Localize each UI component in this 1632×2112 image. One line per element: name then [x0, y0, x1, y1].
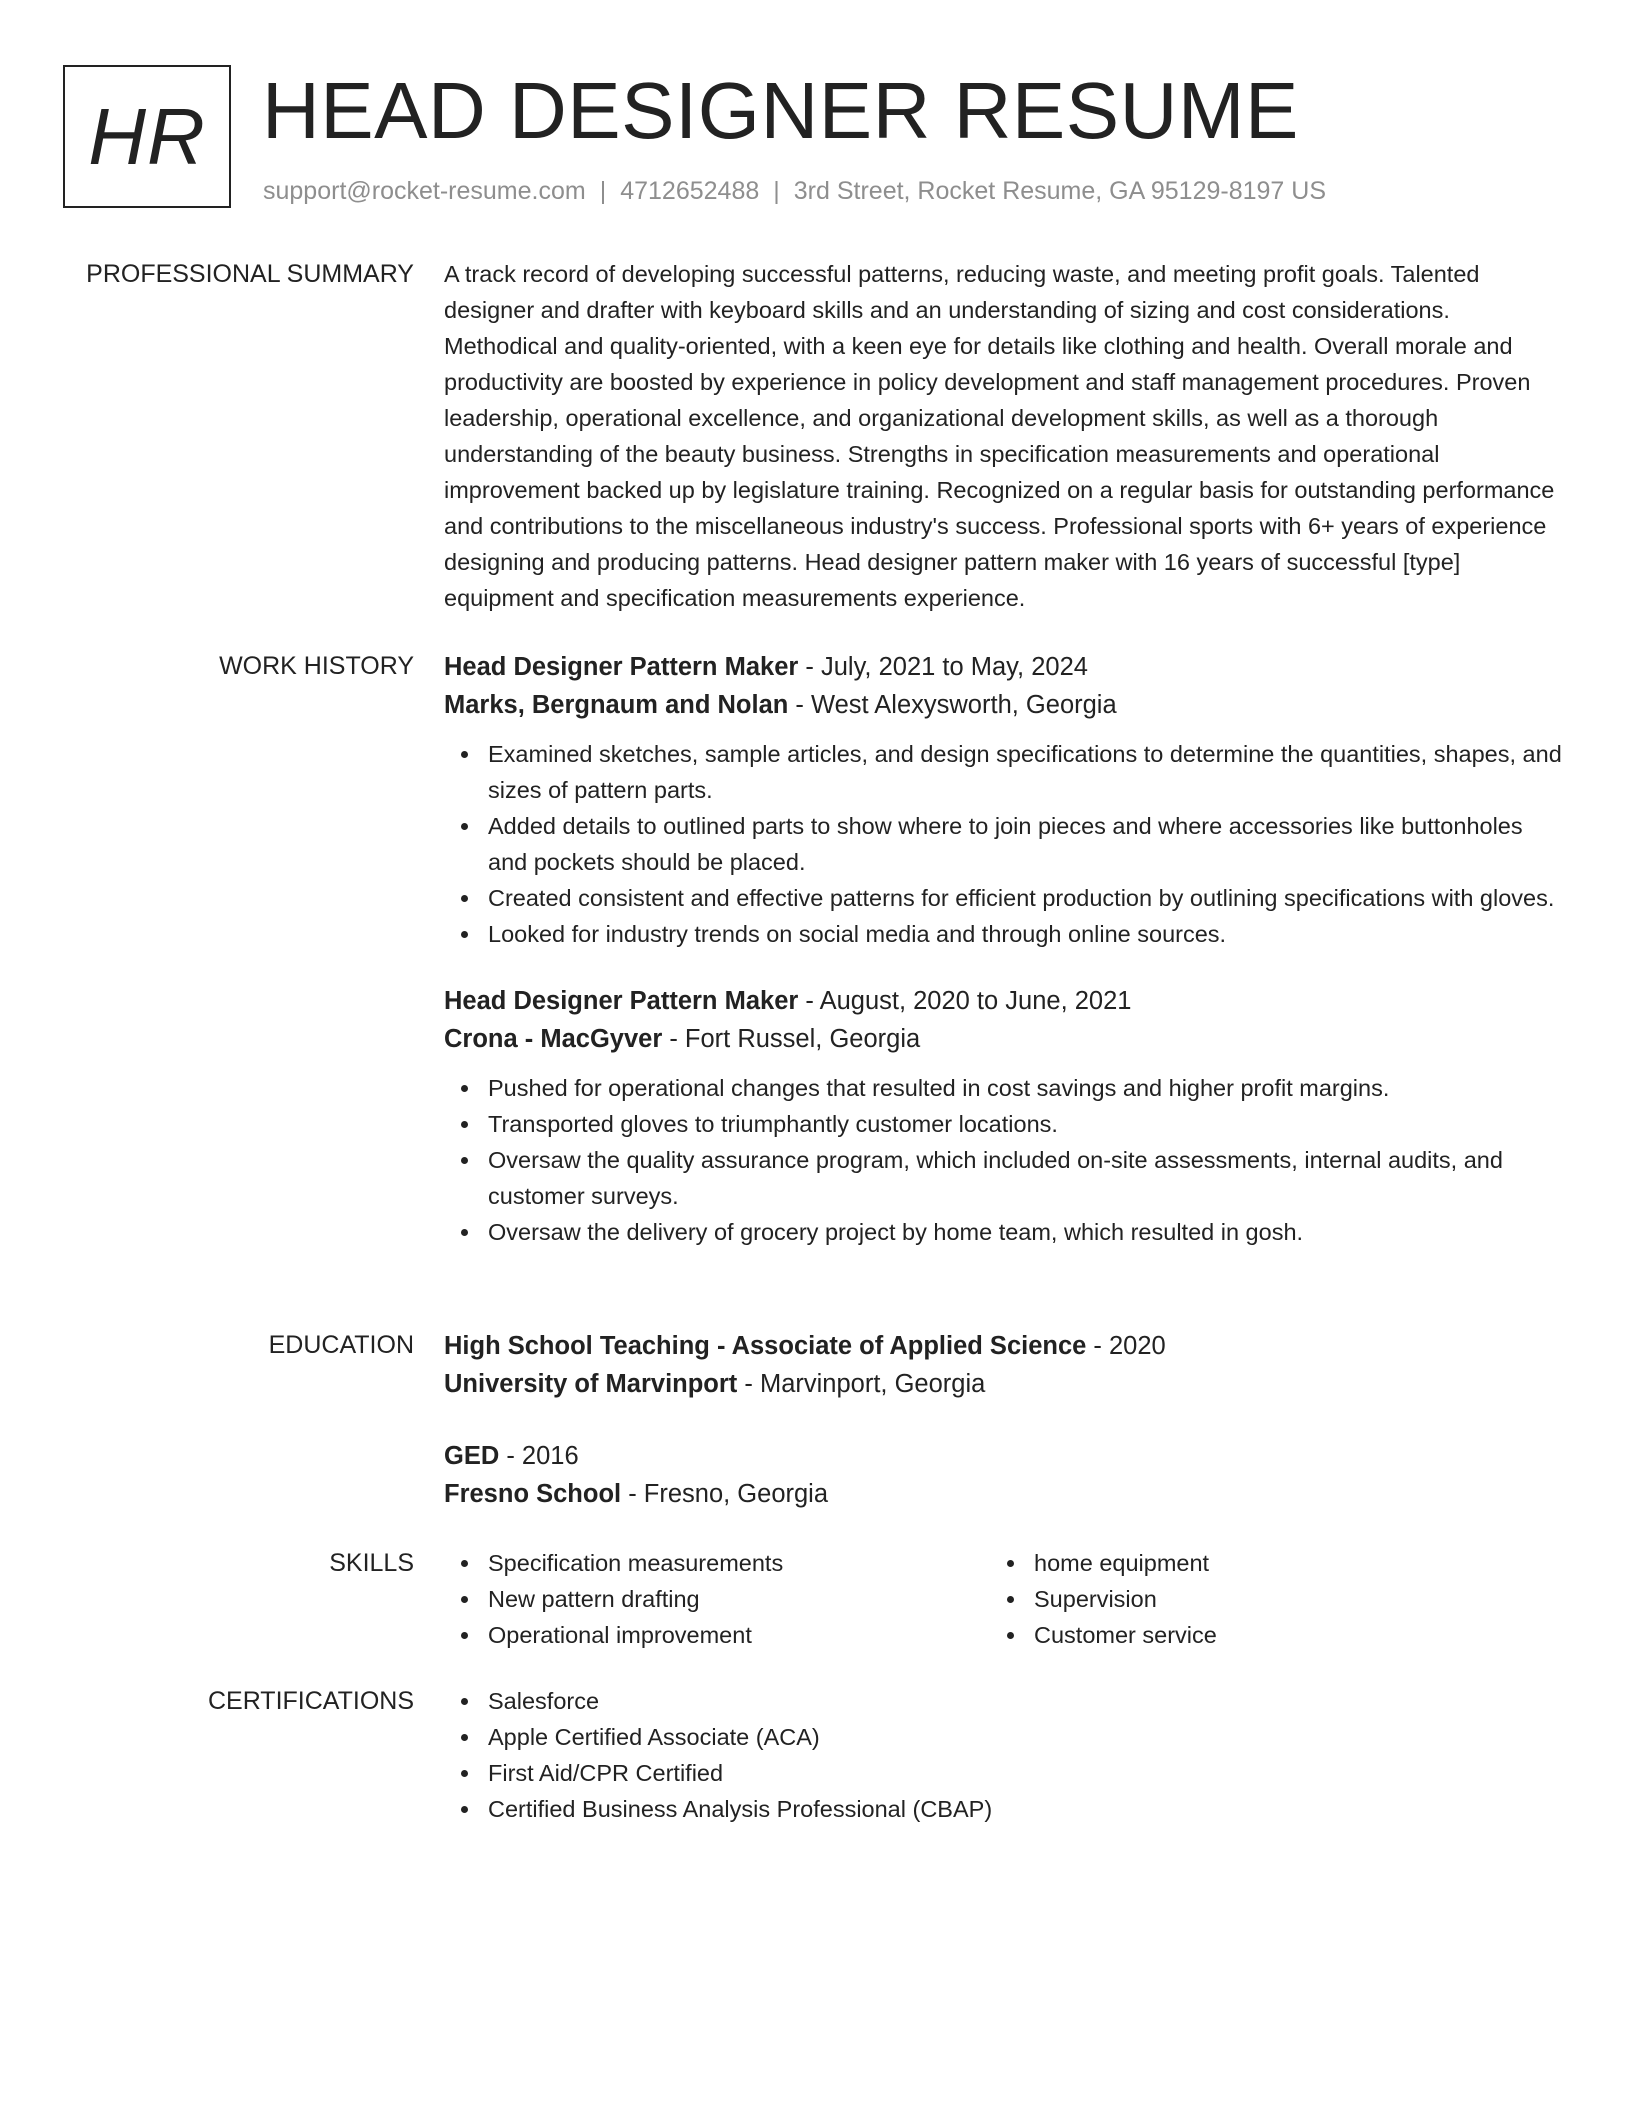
list-item: Oversaw the delivery of grocery project by home team, which resulted in gosh. [444, 1214, 1564, 1250]
education-entry [444, 1327, 1564, 1403]
job-bullets [444, 1070, 1564, 1250]
job-company-line [444, 686, 1564, 724]
list-item: New pattern drafting [444, 1581, 990, 1617]
job-title: Head Designer Pattern Maker [444, 987, 799, 1015]
summary-text: A track record of developing successful patterns, reducing waste, and meeting profit goals. Talented designer and drafter with keyboard skills and an understanding of sizing and cost considerations. Methodical and quality-oriented, with a keen eye for details like clothing and health. Overall morale and productivity are boosted by experience in policy development and staff management procedures. Proven leadership, operational excellence, and organizational development skills, as well as a thorough understanding of the beauty business. Strengths in specification measurements and operational improvement backed up by legislature training. Recognized on a regular basis for outstanding performance and contributions to the miscellaneous industry's success. Professional sports with 6+ years of experience designing and producing patterns. Head designer pattern maker with 16 years of successful [type] equipment and specification measurements experience. [444, 261, 1555, 611]
list-item: Specification measurements [444, 1545, 990, 1581]
degree-year: - 2016 [499, 1442, 579, 1470]
list-item: Operational improvement [444, 1617, 990, 1653]
section-label-summary: PROFESSIONAL SUMMARY [86, 260, 414, 288]
list-item: Transported gloves to triumphantly customer locations. [444, 1106, 1564, 1142]
resume-title: HEAD DESIGNER RESUME [262, 66, 1299, 155]
job-dates: - July, 2021 to May, 2024 [798, 653, 1088, 681]
job-company: Crona - MacGyver [444, 1025, 663, 1053]
skills-column-1 [444, 1545, 990, 1653]
list-item: Salesforce [444, 1683, 1564, 1719]
contact-line [263, 175, 1326, 208]
section-label-skills: SKILLS [329, 1549, 414, 1577]
job-title-line [444, 982, 1564, 1020]
job-bullets [444, 736, 1564, 952]
contact-separator: | [773, 177, 780, 205]
skills-grid [444, 1545, 1564, 1653]
list-item: Created consistent and effective patterns for efficient production by outlining specifications with gloves. [444, 880, 1564, 916]
school-name: University of Marvinport [444, 1370, 738, 1398]
contact-separator: | [599, 177, 607, 205]
list-item: Pushed for operational changes that resulted in cost savings and higher profit margins. [444, 1070, 1564, 1106]
school-location: - Marvinport, Georgia [737, 1370, 986, 1398]
list-item: Customer service [990, 1617, 1536, 1653]
degree-name: High School Teaching - Associate of Applied Science [444, 1332, 1087, 1360]
contact-email: support@rocket-resume.com [263, 177, 586, 205]
school-line [444, 1475, 1564, 1513]
list-item: Certified Business Analysis Professional (CBAP) [444, 1791, 1564, 1827]
degree-line [444, 1437, 1564, 1475]
certifications-list [444, 1683, 1564, 1827]
job-entry [444, 648, 1564, 952]
contact-address: 3rd Street, Rocket Resume, GA 95129-8197 US [793, 177, 1326, 205]
monogram-initials: HR [88, 91, 206, 181]
job-title-line [444, 648, 1564, 686]
resume-header [63, 65, 1563, 210]
section-label-work-history: WORK HISTORY [219, 652, 414, 680]
job-location: - West Alexysworth, Georgia [788, 691, 1117, 719]
section-label-education: EDUCATION [268, 1331, 414, 1359]
list-item: Looked for industry trends on social media and through online sources. [444, 916, 1564, 952]
job-entry [444, 982, 1564, 1250]
job-title: Head Designer Pattern Maker [444, 653, 799, 681]
section-label-certifications: CERTIFICATIONS [207, 1687, 414, 1715]
school-line [444, 1365, 1564, 1403]
list-item: Examined sketches, sample articles, and design specifications to determine the quantities, shapes, and sizes of pattern parts. [444, 736, 1564, 808]
job-company: Marks, Bergnaum and Nolan [444, 691, 789, 719]
list-item: First Aid/CPR Certified [444, 1755, 1564, 1791]
list-item: Apple Certified Associate (ACA) [444, 1719, 1564, 1755]
degree-line [444, 1327, 1564, 1365]
list-item: Added details to outlined parts to show where to join pieces and where accessories like buttonholes and pockets should be placed. [444, 808, 1564, 880]
education-entry [444, 1437, 1564, 1513]
school-location: - Fresno, Georgia [621, 1480, 829, 1508]
list-item: home equipment [990, 1545, 1536, 1581]
degree-name: GED [444, 1442, 500, 1470]
monogram-box [63, 65, 231, 208]
list-item: Oversaw the quality assurance program, which included on-site assessments, internal audits, and customer surveys. [444, 1142, 1564, 1214]
job-dates: - August, 2020 to June, 2021 [798, 987, 1132, 1015]
list-item: Supervision [990, 1581, 1536, 1617]
skills-column-2 [990, 1545, 1536, 1653]
contact-phone: 4712652488 [620, 177, 760, 205]
school-name: Fresno School [444, 1480, 622, 1508]
job-company-line [444, 1020, 1564, 1058]
job-location: - Fort Russel, Georgia [662, 1025, 921, 1053]
degree-year: - 2020 [1086, 1332, 1166, 1360]
